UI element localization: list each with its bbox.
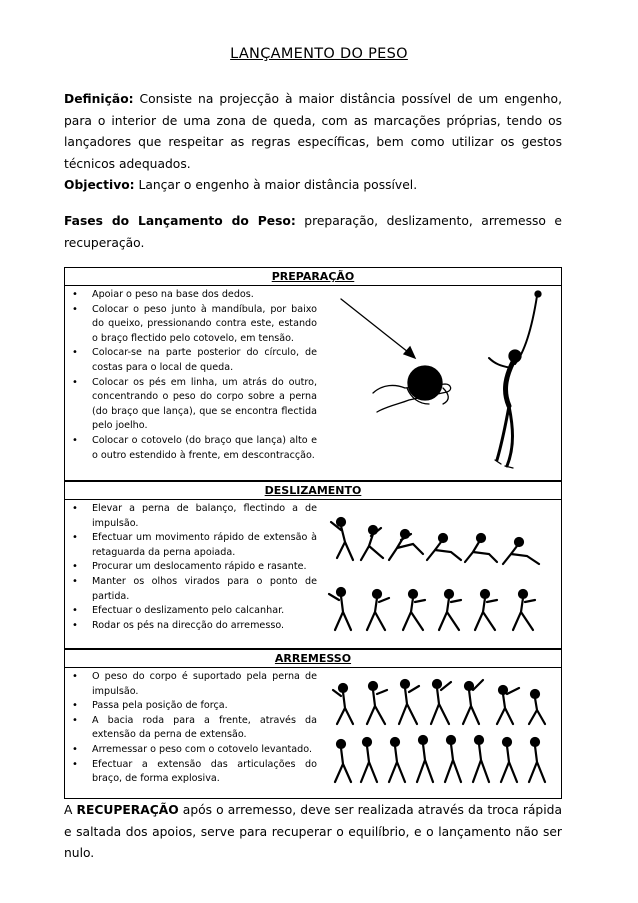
preparacao-list [65,288,319,463]
phases-paragraph [64,211,562,254]
list-item: • Colocar o cotovelo (do braço que lança) alto e o outro estendido à frente, em descontracção. [65,434,319,463]
definition-paragraph [64,89,562,175]
objective-label: Objectivo: [64,178,135,192]
list-item: • Efectuar um movimento rápido de extensão à retaguarda da perna apoiada. [65,531,319,560]
list-item: • Colocar os pés em linha, um atrás do outro, concentrando o peso do corpo sobre a perna (do braço que lança), que se encontra flectida pelo joelho. [65,376,319,434]
page-title: LANÇAMENTO DO PESO [230,46,408,62]
list-item: • A bacia roda para a frente, através da extensão da perna de extensão. [65,714,319,743]
recovery-label: RECUPERAÇÃO [76,803,179,817]
section-body-arremesso [65,668,561,800]
recovery-text: após o arremesso, deve ser realizada através da troca rápida e saltada dos apoios, serve para recuperar o equilíbrio, e o lançamento não ser nulo. [64,803,562,860]
phases-label: Fases do Lançamento do Peso: [64,214,296,228]
glide-sequence-illustration [327,508,557,648]
list-item: • Efectuar a extensão das articulações do braço, de forma explosiva. [65,758,319,787]
section-preparacao [64,267,562,481]
definition-text: Consiste na projecção à maior distância possível de um engenho, para o interior de uma zona de queda, com as marcações próprias, tendo os lançadores que respeitar as regras específicas, bem como utilizar os gestos técnicos adequados. [64,92,562,171]
recovery-prefix: A [64,803,77,817]
definition-label: Definição: [64,92,134,106]
list-item: • Procurar um deslocamento rápido e rasante. [65,560,319,575]
deslizamento-list [65,502,319,633]
list-item: • Elevar a perna de balanço, flectindo a de impulsão. [65,502,319,531]
list-item: • O peso do corpo é suportado pela perna de impulsão. [65,670,319,699]
objective-text: Lançar o engenho à maior distância possível. [134,178,418,192]
section-heading-deslizamento: DESLIZAMENTO [65,482,561,500]
list-item: • Apoiar o peso na base dos dedos. [65,288,319,303]
list-item: • Efectuar o deslizamento pelo calcanhar. [65,604,319,619]
section-arremesso [64,649,562,799]
section-heading-arremesso: ARREMESSO [65,650,561,668]
list-item: • Rodar os pés na direcção do arremesso. [65,619,319,634]
section-body-deslizamento [65,500,561,650]
list-item: • Colocar-se na parte posterior do círculo, de costas para o local de queda. [65,346,319,375]
section-heading-preparacao: PREPARAÇÃO [65,268,561,286]
list-item: • Colocar o peso junto à mandíbula, por baixo do queixo, pressionando contra este, estando o braço flectido pelo cotovelo, em tensão. [65,303,319,347]
preparation-illustration [325,288,557,480]
section-deslizamento [64,481,562,649]
phases-text: preparação, deslizamento, arremesso e recuperação. [64,214,562,250]
section-body-preparacao [65,286,561,482]
list-item: • Manter os olhos virados para o ponto de partida. [65,575,319,604]
objective-paragraph [64,175,562,197]
arremesso-list [65,670,319,787]
throw-sequence-illustration [327,678,557,798]
recovery-paragraph [64,800,562,865]
list-item: • Passa pela posição de força. [65,699,319,714]
list-item: • Arremessar o peso com o cotovelo levantado. [65,743,319,758]
